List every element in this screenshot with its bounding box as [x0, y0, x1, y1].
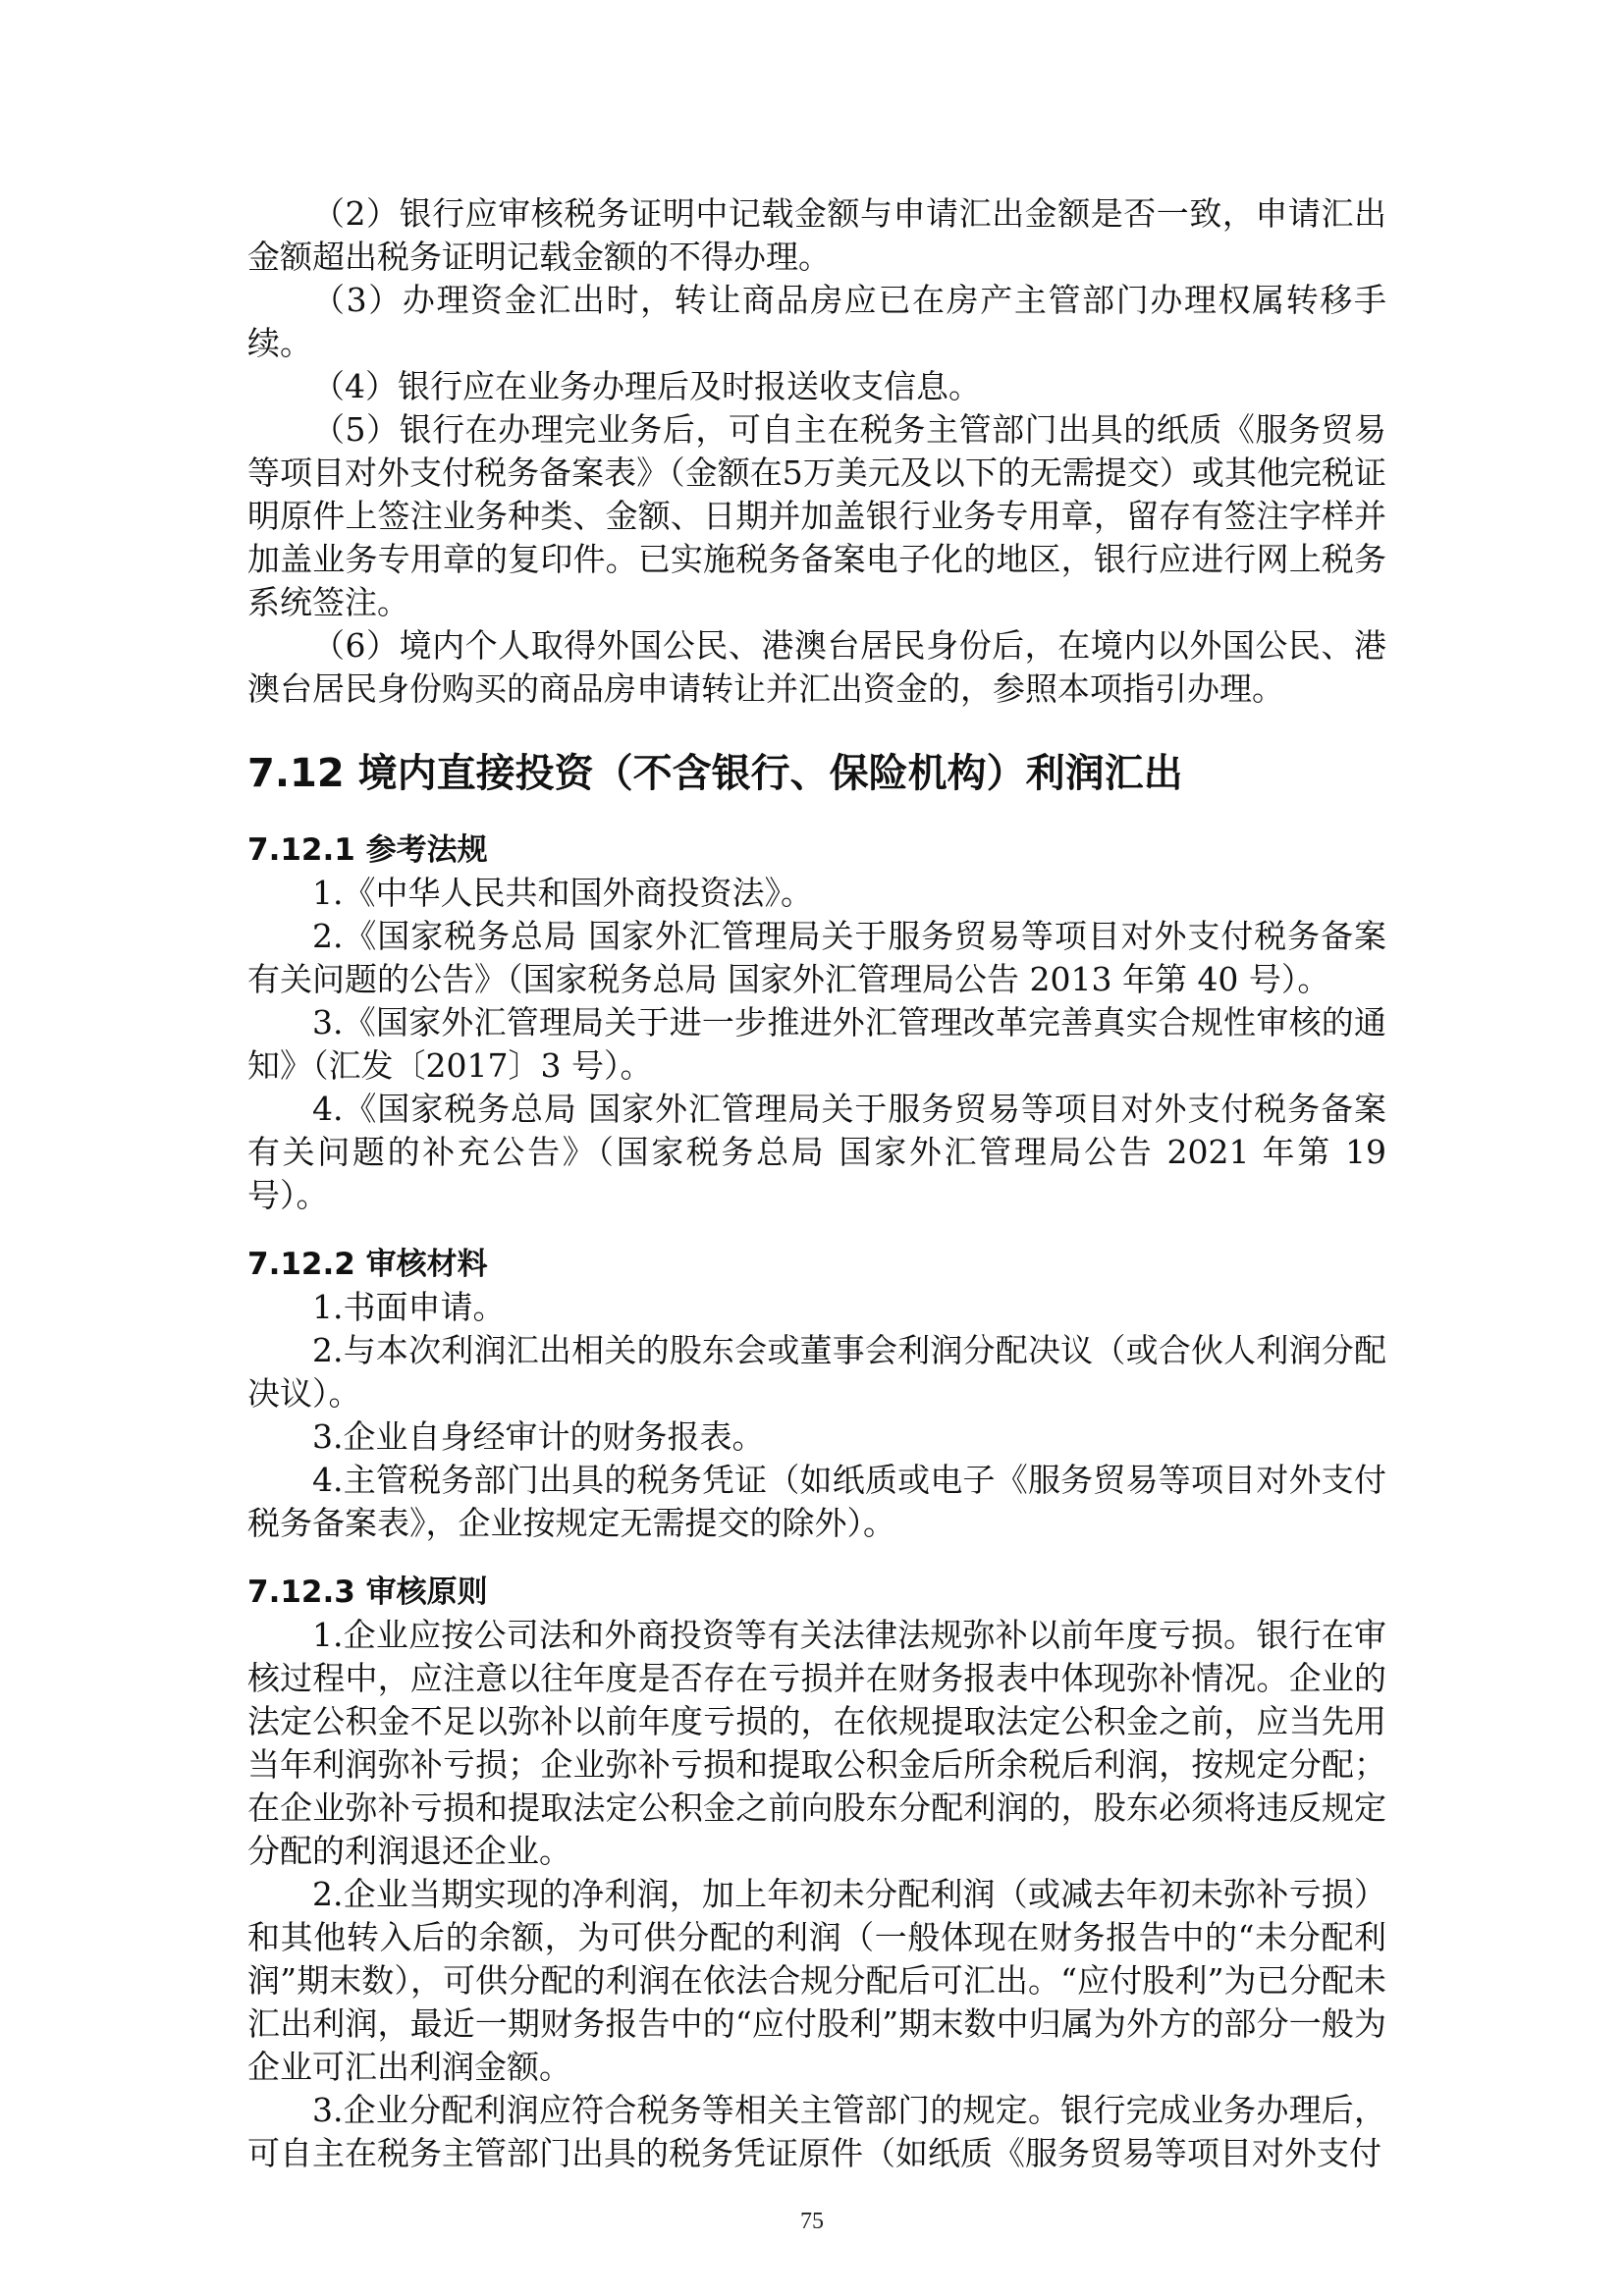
intro-paragraph: （6）境内个人取得外国公民、港澳台居民身份后，在境内以外国公民、港澳台居民身份购买的商品房申请转让并汇出资金的，参照本项指引办理。	[247, 626, 1386, 708]
material-item: 2.与本次利润汇出相关的股东会或董事会利润分配决议（或合伙人利润分配决议）。	[247, 1331, 1386, 1413]
document-page	[247, 192, 1386, 2175]
subsection-heading-materials: 7.12.2 审核材料	[247, 1247, 488, 1282]
section-heading: 7.12 境内直接投资（不含银行、保险机构）利润汇出	[247, 751, 1183, 796]
principle-item: 3.企业分配利润应符合税务等相关主管部门的规定。银行完成业务办理后，可自主在税务主管部门出具的税务凭证原件（如纸质《服务贸易等项目对外支付	[247, 2091, 1386, 2172]
reference-item: 2.《国家税务总局 国家外汇管理局关于服务贸易等项目对外支付税务备案有关问题的公告》（国家税务总局 国家外汇管理局公告 2013 年第 40 号）。	[247, 917, 1386, 998]
material-item: 3.企业自身经审计的财务报表。	[312, 1417, 765, 1456]
intro-paragraph: （4）银行应在业务办理后及时报送收支信息。	[312, 367, 981, 405]
material-item: 1.书面申请。	[312, 1288, 506, 1326]
reference-item: 4.《国家税务总局 国家外汇管理局关于服务贸易等项目对外支付税务备案有关问题的补充公告》（国家税务总局 国家外汇管理局公告 2021 年第 19 号）。	[247, 1090, 1386, 1214]
intro-paragraph: （5）银行在办理完业务后，可自主在税务主管部门出具的纸质《服务贸易等项目对外支付税务备案表》（金额在5万美元及以下的无需提交）或其他完税证明原件上签注业务种类、金额、日期并加盖银行业务专用章，留存有签注字样并加盖业务专用章的复印件。已实施税务备案电子化的地区，银行应进行网上税务系统签注。	[247, 410, 1386, 621]
principle-item: 1.企业应按公司法和外商投资等有关法律法规弥补以前年度亏损。银行在审核过程中，应注意以往年度是否存在亏损并在财务报表中体现弥补情况。企业的法定公积金不足以弥补以前年度亏损的，在依规提取法定公积金之前，应当先用当年利润弥补亏损；企业弥补亏损和提取公积金后所余税后利润，按规定分配；在企业弥补亏损和提取法定公积金之前向股东分配利润的，股东必须将违反规定分配的利润退还企业。	[247, 1616, 1386, 1870]
reference-item: 1.《中华人民共和国外商投资法》。	[312, 874, 813, 912]
intro-paragraph: （3）办理资金汇出时，转让商品房应已在房产主管部门办理权属转移手续。	[247, 281, 1386, 362]
reference-item: 3.《国家外汇管理局关于进一步推进外汇管理改革完善真实合规性审核的通知》（汇发〔2017〕3 号）。	[247, 1003, 1386, 1085]
page-number: 75	[800, 2209, 824, 2234]
subsection-heading-references: 7.12.1 参考法规	[247, 832, 488, 868]
principle-item: 2.企业当期实现的净利润，加上年初未分配利润（或减去年初未弥补亏损）和其他转入后的余额，为可供分配的利润（一般体现在财务报告中的“未分配利润”期末数），可供分配的利润在依法合规分配后可汇出。“应付股利”为已分配未汇出利润，最近一期财务报告中的“应付股利”期末数中归属为外方的部分一般为企业可汇出利润金额。	[247, 1875, 1386, 2086]
subsection-heading-principles: 7.12.3 审核原则	[247, 1575, 488, 1610]
material-item: 4.主管税务部门出具的税务凭证（如纸质或电子《服务贸易等项目对外支付税务备案表》，企业按规定无需提交的除外）。	[247, 1461, 1386, 1542]
intro-paragraph: （2）银行应审核税务证明中记载金额与申请汇出金额是否一致，申请汇出金额超出税务证明记载金额的不得办理。	[247, 194, 1386, 276]
